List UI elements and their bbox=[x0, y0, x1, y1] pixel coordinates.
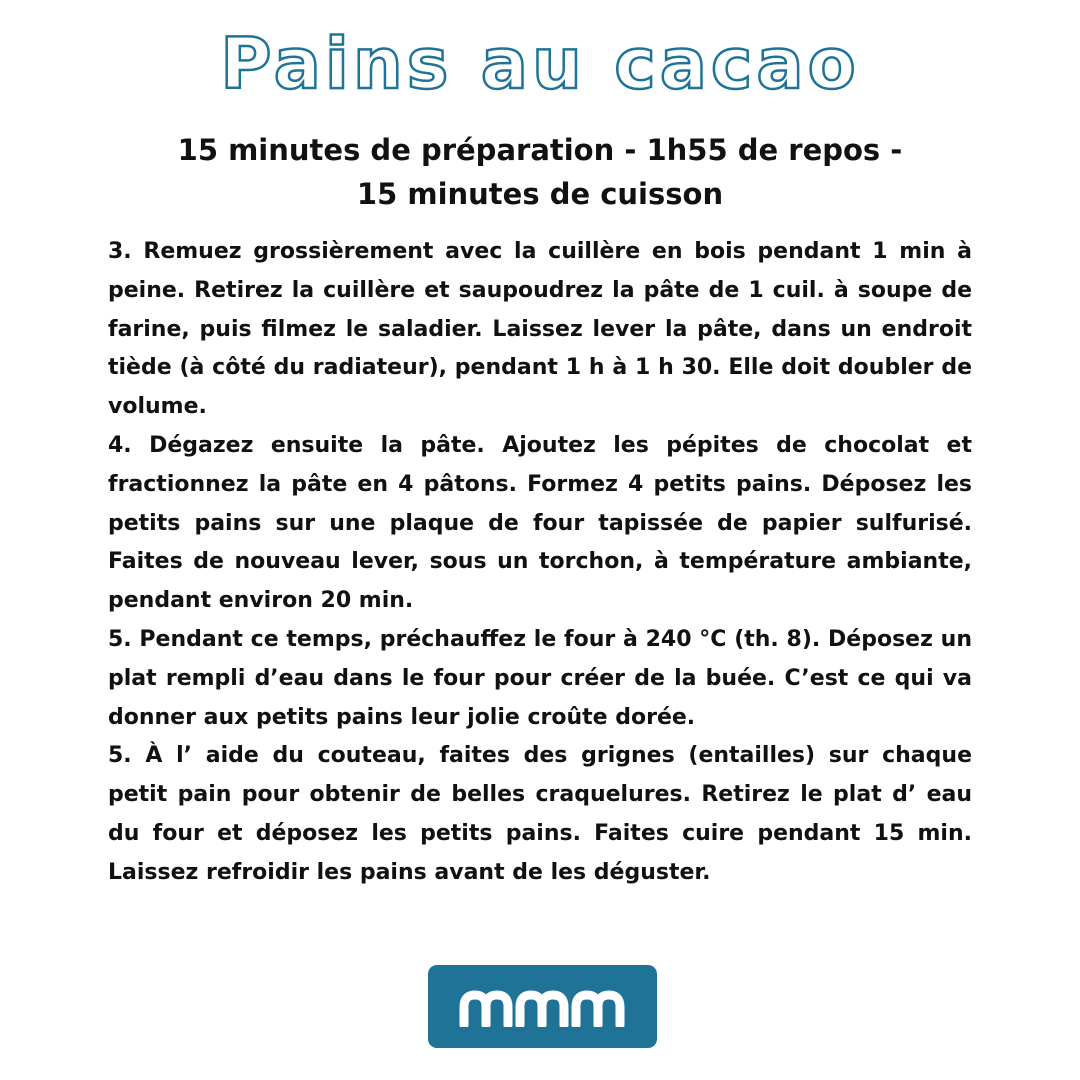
step-5-bake: 5. À l’ aide du couteau, faites des grignes (entailles) sur chaque petit pain pour obtenir de belles craquelures. Retirez le plat d’ eau du four et déposez les petits pains. Faites cuire pendant 15 min. Laissez refroidir les pains avant de les déguster. bbox=[108, 743, 972, 885]
step-4: 4. Dégazez ensuite la pâte. Ajoutez les pépites de chocolat et fractionnez la pâte en 4 pâtons. Formez 4 petits pains. Déposez les petits pains sur une plaque de four tapissée de papier sulfurisé. Faites de nouveau lever, sous un torchon, à température ambiante, pendant environ 20 min. bbox=[108, 432, 972, 614]
page-title: Pains au cacao bbox=[220, 23, 860, 105]
mmm-logo-mark bbox=[458, 987, 628, 1027]
step-5-preheat: 5. Pendant ce temps, préchauffez le four à 240 °C (th. 8). Déposez un plat rempli d’eau dans le four pour créer de la buée. C’est ce qui va donner aux petits pains leur jolie croûte dorée. bbox=[108, 626, 972, 730]
brand-logo bbox=[428, 965, 657, 1048]
recipe-steps bbox=[108, 233, 972, 893]
step-3: 3. Remuez grossièrement avec la cuillère en bois pendant 1 min à peine. Retirez la cuillère et saupoudrez la pâte de 1 cuil. à soupe de farine, puis filmez le saladier. Laissez lever la pâte, dans un endroit tiède (à côté du radiateur), pendant 1 h à 1 h 30. Elle doit doubler de volume. bbox=[108, 239, 972, 420]
recipe-timing bbox=[120, 128, 960, 216]
timing-line-1: 15 minutes de préparation - 1h55 de repos - bbox=[177, 133, 903, 167]
timing-line-2: 15 minutes de cuisson bbox=[356, 177, 724, 211]
